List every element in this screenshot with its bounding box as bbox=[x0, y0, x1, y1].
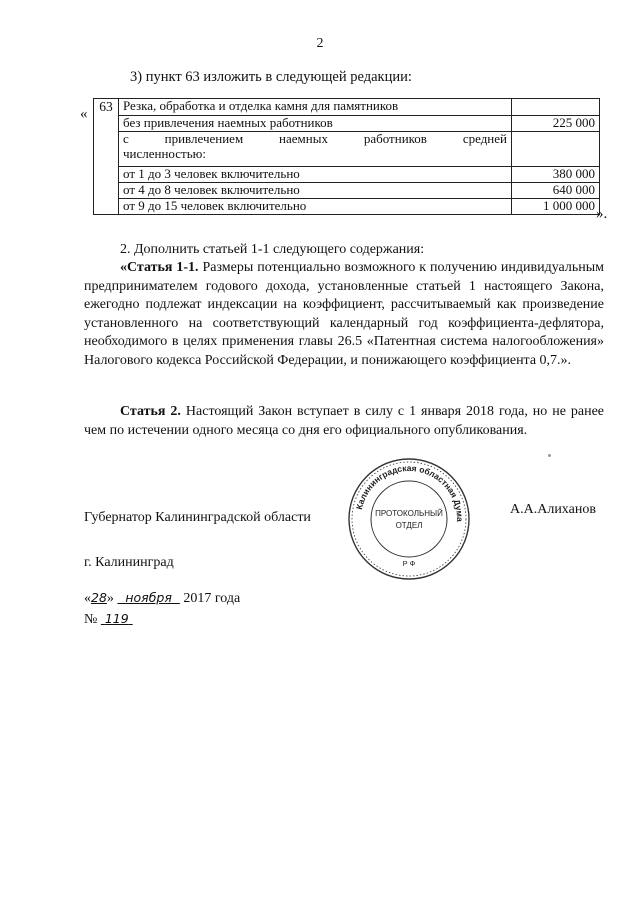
seal-bottom-text: Р Ф bbox=[402, 559, 416, 568]
with-workers-value bbox=[512, 132, 600, 167]
with-workers-label bbox=[119, 132, 512, 167]
signatory-title: Губернатор Калининградской области bbox=[84, 510, 311, 525]
table-heading: Резка, обработка и отделка камня для памятников bbox=[119, 99, 512, 116]
row-number: 63 bbox=[94, 99, 119, 215]
range-value: 1 000 000 bbox=[512, 199, 600, 215]
page-number: 2 bbox=[316, 36, 324, 51]
article-2-label: Статья 2. bbox=[120, 404, 181, 419]
table-quote-open: « bbox=[80, 106, 88, 122]
date-month-text: ноября bbox=[125, 590, 172, 605]
date-year: 2017 года bbox=[183, 591, 241, 606]
range-label: от 4 до 8 человек включительно bbox=[119, 183, 512, 199]
number-value-text: 119 bbox=[104, 611, 129, 626]
official-seal bbox=[346, 456, 472, 582]
add-clause: 2. Дополнить статьей 1-1 следующего содержания: bbox=[120, 242, 425, 257]
with-workers-line1: с привлечением наемных работников средней bbox=[123, 131, 507, 146]
table-quote-close: ». bbox=[596, 206, 608, 222]
range-label: от 1 до 3 человек включительно bbox=[119, 167, 512, 183]
seal-center-line1: ПРОТОКОЛЬНЫЙ bbox=[375, 509, 443, 518]
without-workers-label: без привлечения наемных работников bbox=[119, 116, 512, 132]
signing-city: г. Калининград bbox=[84, 555, 174, 570]
article-2 bbox=[84, 403, 604, 440]
range-value: 380 000 bbox=[512, 167, 600, 183]
signatory-name: А.А.Алиханов bbox=[510, 502, 596, 517]
signing-date bbox=[84, 590, 240, 607]
article-1-1-text: Размеры потенциально возможного к получению индивидуальным предпринимателем годового дохода, установленные статьей 1 настоящего Закона, ежегодно подлежат индексации на коэффициент, рассчитываемый как произведение установленного на соответствующий календарный год коэффициента-дефлятора, необходимого в целях применения главы 26.5 «Патентная система налогообложения» Налогового кодекса Российской Федерации, и понижающего коэффициента 0,7.». bbox=[84, 260, 604, 368]
table-row bbox=[94, 183, 600, 199]
seal-center-line2: ОТДЕЛ bbox=[395, 521, 423, 530]
date-day: 28 bbox=[91, 590, 107, 605]
table-row bbox=[94, 167, 600, 183]
number-value bbox=[101, 611, 133, 626]
with-workers-line2: численностью: bbox=[123, 145, 206, 161]
paper-speck bbox=[548, 454, 551, 457]
date-quote-close: » bbox=[106, 591, 114, 606]
amendment-table bbox=[93, 98, 600, 215]
number-sign: № bbox=[84, 612, 98, 627]
article-2-text: Настоящий Закон вступает в силу с 1 января 2018 года, но не ранее чем по истечении одного месяца со дня его официального опубликования. bbox=[84, 404, 605, 438]
date-quote-open: « bbox=[84, 591, 91, 606]
without-workers-value: 225 000 bbox=[512, 116, 600, 132]
article-1-1-label: «Статья 1-1. bbox=[120, 260, 199, 275]
date-month bbox=[117, 590, 179, 605]
range-label: от 9 до 15 человек включительно bbox=[119, 199, 512, 215]
amendment-item: 3) пункт 63 изложить в следующей редакции: bbox=[130, 69, 412, 85]
law-number bbox=[84, 611, 133, 628]
table-heading-value bbox=[512, 99, 600, 116]
seal-ring-text: Калининградская областная Дума bbox=[354, 462, 466, 522]
range-value: 640 000 bbox=[512, 183, 600, 199]
table-row bbox=[94, 199, 600, 215]
article-1-1 bbox=[84, 259, 604, 371]
